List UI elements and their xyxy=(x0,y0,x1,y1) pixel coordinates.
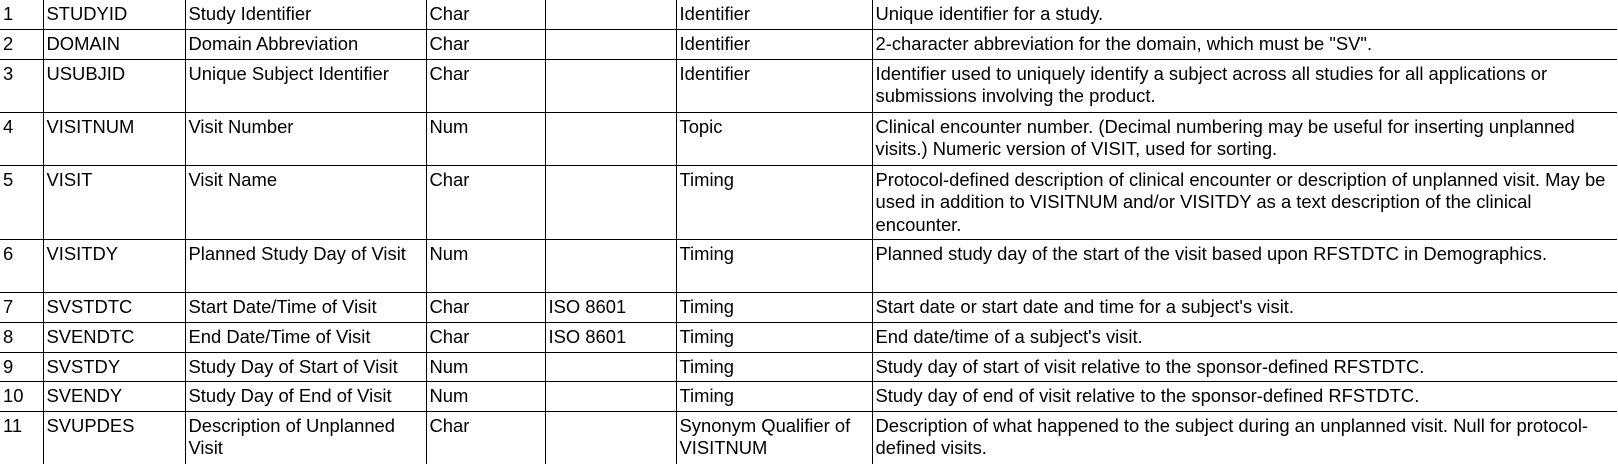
format-cell xyxy=(545,381,676,411)
table-row xyxy=(0,29,1617,59)
notes-cell: Clinical encounter number. (Decimal numbering may be useful for inserting unplanned visits.) Numeric version of VISIT, used for sorting. xyxy=(872,112,1617,165)
role-cell: Identifier xyxy=(676,59,872,112)
type-cell: Num xyxy=(426,112,545,165)
format-cell xyxy=(545,239,676,292)
seq-cell: 4 xyxy=(0,112,43,165)
seq-cell: 1 xyxy=(0,0,43,29)
type-cell: Char xyxy=(426,0,545,29)
table-row xyxy=(0,239,1617,292)
notes-cell: End date/time of a subject's visit. xyxy=(872,322,1617,352)
seq-cell: 9 xyxy=(0,352,43,381)
type-cell: Char xyxy=(426,411,545,464)
role-cell: Timing xyxy=(676,239,872,292)
seq-cell: 7 xyxy=(0,292,43,322)
variable-label-cell: Domain Abbreviation xyxy=(185,29,426,59)
role-cell: Synonym Qualifier of VISITNUM xyxy=(676,411,872,464)
format-cell xyxy=(545,165,676,239)
variable-name-cell: VISITNUM xyxy=(43,112,185,165)
type-cell: Char xyxy=(426,292,545,322)
variable-name-cell: SVENDY xyxy=(43,381,185,411)
type-cell: Num xyxy=(426,239,545,292)
table-row xyxy=(0,292,1617,322)
seq-cell: 10 xyxy=(0,381,43,411)
variable-name-cell: VISITDY xyxy=(43,239,185,292)
variable-label-cell: Start Date/Time of Visit xyxy=(185,292,426,322)
format-cell: ISO 8601 xyxy=(545,292,676,322)
variable-label-cell: Planned Study Day of Visit xyxy=(185,239,426,292)
seq-cell: 11 xyxy=(0,411,43,464)
table-row xyxy=(0,112,1617,165)
format-cell xyxy=(545,411,676,464)
notes-cell: Identifier used to uniquely identify a subject across all studies for all applications or submissions involving the product. xyxy=(872,59,1617,112)
table-row xyxy=(0,59,1617,112)
table-row xyxy=(0,0,1617,29)
seq-cell: 8 xyxy=(0,322,43,352)
variable-name-cell: SVUPDES xyxy=(43,411,185,464)
variable-name-cell: USUBJID xyxy=(43,59,185,112)
type-cell: Num xyxy=(426,352,545,381)
variable-name-cell: SVENDTC xyxy=(43,322,185,352)
variable-label-cell: Study Day of End of Visit xyxy=(185,381,426,411)
variable-name-cell: SVSTDTC xyxy=(43,292,185,322)
role-cell: Timing xyxy=(676,292,872,322)
variable-name-cell: DOMAIN xyxy=(43,29,185,59)
table-row xyxy=(0,352,1617,381)
variable-label-cell: End Date/Time of Visit xyxy=(185,322,426,352)
format-cell xyxy=(545,112,676,165)
variable-label-cell: Study Day of Start of Visit xyxy=(185,352,426,381)
seq-cell: 5 xyxy=(0,165,43,239)
role-cell: Identifier xyxy=(676,0,872,29)
format-cell xyxy=(545,59,676,112)
format-cell xyxy=(545,0,676,29)
seq-cell: 2 xyxy=(0,29,43,59)
notes-cell: Study day of start of visit relative to the sponsor-defined RFSTDTC. xyxy=(872,352,1617,381)
notes-cell: Planned study day of the start of the visit based upon RFSTDTC in Demographics. xyxy=(872,239,1617,292)
notes-cell: Unique identifier for a study. xyxy=(872,0,1617,29)
type-cell: Char xyxy=(426,322,545,352)
format-cell xyxy=(545,352,676,381)
variable-label-cell: Visit Name xyxy=(185,165,426,239)
table-row xyxy=(0,411,1617,464)
format-cell: ISO 8601 xyxy=(545,322,676,352)
variable-label-cell: Unique Subject Identifier xyxy=(185,59,426,112)
table-row xyxy=(0,322,1617,352)
variable-label-cell: Visit Number xyxy=(185,112,426,165)
table-row xyxy=(0,381,1617,411)
seq-cell: 3 xyxy=(0,59,43,112)
role-cell: Timing xyxy=(676,381,872,411)
variable-label-cell: Study Identifier xyxy=(185,0,426,29)
type-cell: Char xyxy=(426,29,545,59)
notes-cell: Study day of end of visit relative to the sponsor-defined RFSTDTC. xyxy=(872,381,1617,411)
notes-cell: Start date or start date and time for a subject's visit. xyxy=(872,292,1617,322)
type-cell: Num xyxy=(426,381,545,411)
type-cell: Char xyxy=(426,59,545,112)
variable-name-cell: SVSTDY xyxy=(43,352,185,381)
role-cell: Timing xyxy=(676,322,872,352)
variable-label-cell: Description of Unplanned Visit xyxy=(185,411,426,464)
format-cell xyxy=(545,29,676,59)
role-cell: Topic xyxy=(676,112,872,165)
variable-name-cell: VISIT xyxy=(43,165,185,239)
type-cell: Char xyxy=(426,165,545,239)
notes-cell: Protocol-defined description of clinical encounter or description of unplanned visit. May be used in addition to VISITNUM and/or VISITDY as a text description of the clinical encounter. xyxy=(872,165,1617,239)
table-row xyxy=(0,165,1617,239)
notes-cell: Description of what happened to the subject during an unplanned visit. Null for protocol-defined visits. xyxy=(872,411,1617,464)
notes-cell: 2-character abbreviation for the domain, which must be "SV". xyxy=(872,29,1617,59)
role-cell: Identifier xyxy=(676,29,872,59)
role-cell: Timing xyxy=(676,165,872,239)
seq-cell: 6 xyxy=(0,239,43,292)
variable-name-cell: STUDYID xyxy=(43,0,185,29)
role-cell: Timing xyxy=(676,352,872,381)
